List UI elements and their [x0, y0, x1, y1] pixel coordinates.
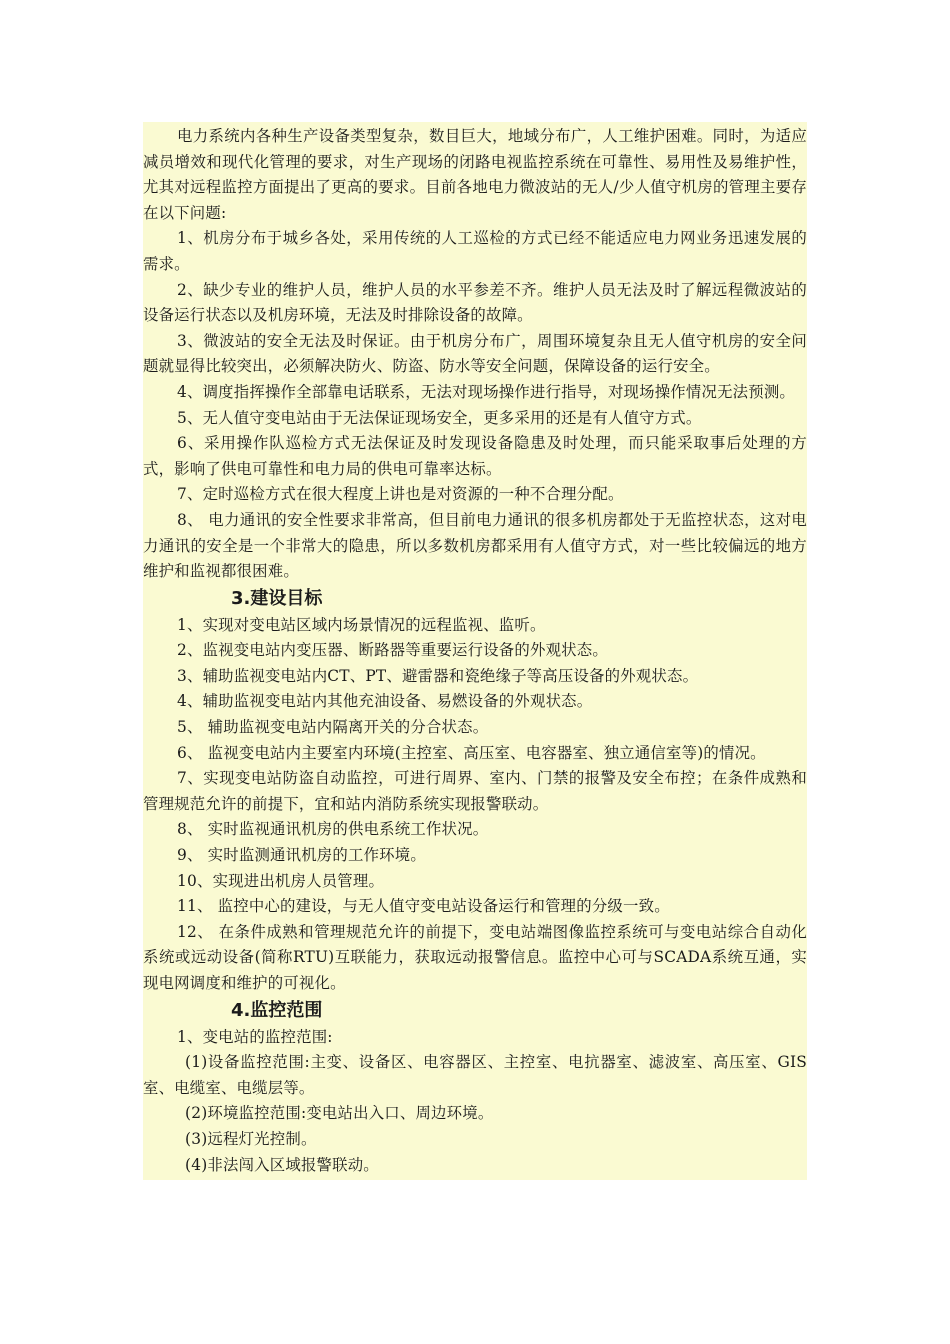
problem-item-8: 8、 电力通讯的安全性要求非常高，但目前电力通讯的很多机房都处于无监控状态，这对电力通讯的安全是一个非常大的隐患，所以多数机房都采用有人值守方式，对一些比较偏远的地方维护和监视都很困难。	[143, 510, 807, 581]
goal-item-8: 8、 实时监视通讯机房的供电系统工作状况。	[177, 820, 489, 839]
scope-subitem-1: (1)设备监控范围:主变、设备区、电容器区、主控室、电抗器室、滤波室、高压室、GIS室、电缆室、电缆层等。	[143, 1053, 807, 1097]
intro-paragraph: 电力系统内各种生产设备类型复杂，数目巨大，地域分布广，人工维护困难。同时，为适应减员增效和现代化管理的要求，对生产现场的闭路电视监控系统在可靠性、易用性及易维护性，尤其对远程监控方面提出了更高的要求。目前各地电力微波站的无人/少人值守机房的管理主要存在以下问题:	[143, 127, 807, 222]
scope-subitem-4: (4)非法闯入区域报警联动。	[185, 1155, 379, 1174]
goal-item-11: 11、 监控中心的建设，与无人值守变电站设备运行和管理的分级一致。	[177, 897, 670, 916]
goal-item-9: 9、 实时监测通讯机房的工作环境。	[177, 846, 426, 865]
goal-item-12: 12、 在条件成熟和管理规范允许的前提下，变电站端图像监控系统可与变电站综合自动化系统或远动设备(简称RTU)互联能力，获取远动报警信息。监控中心可与SCADA系统互通，实现电网调度和维护的可视化。	[143, 922, 807, 992]
problem-item-5: 5、无人值守变电站由于无法保证现场安全，更多采用的还是有人值守方式。	[177, 408, 702, 427]
problem-item-4: 4、调度指挥操作全部靠电话联系，无法对现场操作进行指导，对现场操作情况无法预测。	[177, 382, 796, 401]
section-heading-scope: 4.监控范围	[231, 999, 323, 1021]
problem-item-6: 6、采用操作队巡检方式无法保证及时发现设备隐患及时处理，而只能采取事后处理的方式，影响了供电可靠性和电力局的供电可靠率达标。	[143, 434, 807, 478]
document-page	[143, 122, 807, 1180]
goal-item-5: 5、 辅助监视变电站内隔离开关的分合状态。	[177, 718, 489, 737]
problem-item-7: 7、定时巡检方式在很大程度上讲也是对资源的一种不合理分配。	[177, 485, 624, 504]
goal-item-7: 7、实现变电站防盗自动监控，可进行周界、室内、门禁的报警及安全布控；在条件成熟和管理规范允许的前提下，宜和站内消防系统实现报警联动。	[143, 769, 807, 813]
goal-item-1: 1、实现对变电站区域内场景情况的远程监视、监听。	[177, 615, 546, 634]
section-heading-goals: 3.建设目标	[231, 587, 323, 609]
scope-subitem-2: (2)环境监控范围:变电站出入口、周边环境。	[185, 1104, 494, 1123]
goal-item-6: 6、 监视变电站内主要室内环境(主控室、高压室、电容器室、独立通信室等)的情况。	[177, 743, 766, 762]
problem-item-3: 3、微波站的安全无法及时保证。由于机房分布广，周围环境复杂且无人值守机房的安全问题就显得比较突出，必须解决防火、防盗、防水等安全问题，保障设备的运行安全。	[143, 331, 807, 376]
scope-subitem-3: (3)远程灯光控制。	[185, 1129, 317, 1148]
goal-item-4: 4、辅助监视变电站内其他充油设备、易燃设备的外观状态。	[177, 692, 593, 711]
goal-item-3: 3、辅助监视变电站内CT、PT、避雷器和瓷绝缘子等高压设备的外观状态。	[177, 666, 699, 685]
scope-item-1: 1、变电站的监控范围:	[177, 1027, 333, 1046]
goal-item-10: 10、实现进出机房人员管理。	[177, 871, 385, 890]
problem-item-2: 2、缺少专业的维护人员，维护人员的水平参差不齐。维护人员无法及时了解远程微波站的设备运行状态以及机房环境，无法及时排除设备的故障。	[143, 280, 807, 325]
problem-item-1: 1、机房分布于城乡各处，采用传统的人工巡检的方式已经不能适应电力网业务迅速发展的需求。	[143, 229, 807, 273]
goal-item-2: 2、监视变电站内变压器、断路器等重要运行设备的外观状态。	[177, 641, 608, 660]
